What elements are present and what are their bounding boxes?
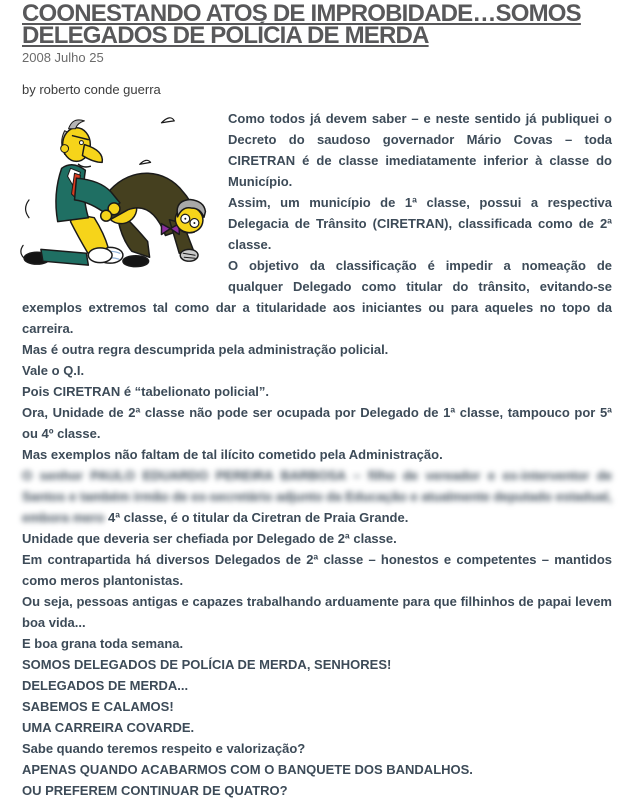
post-title[interactable]: COONESTANDO ATOS DE IMPROBIDADE…SOMOS DELEGADOS DE POLÍCIA DE MERDA bbox=[22, 0, 581, 49]
burns-hair-tuft bbox=[69, 120, 85, 129]
post-paragraph: Como todos já devem saber – e neste sentido já publiquei o Decreto do saudoso governador Mário Covas – toda CIRETRAN é de classe imediatamente inferior à classe do Município. bbox=[228, 111, 612, 189]
post-paragraph: Vale o Q.I. bbox=[22, 363, 85, 378]
smithers-shoe bbox=[123, 256, 149, 267]
burns-shin bbox=[41, 249, 88, 265]
post-paragraph: Assim, um município de 1ª classe, possui a respectiva Delegacia de Trânsito (CIRETRAN), classificada como de 2ª classe. bbox=[228, 195, 612, 252]
burns-ear bbox=[61, 145, 69, 153]
motion-drop bbox=[161, 118, 174, 123]
post-paragraph: DELEGADOS DE MERDA... bbox=[22, 678, 189, 693]
post-paragraph: E boa grana toda semana. bbox=[22, 636, 184, 651]
post-paragraph: APENAS QUANDO ACABARMOS COM O BANQUETE DOS BANDALHOS. bbox=[22, 762, 473, 777]
post-paragraph-censored bbox=[22, 465, 612, 528]
post-date: 2008 Julho 25 bbox=[22, 50, 104, 65]
post-paragraph: Mas é outra regra descumprida pela administração policial. bbox=[22, 342, 389, 357]
post-byline: by roberto conde guerra bbox=[22, 82, 161, 97]
post-paragraph: Em contrapartida há diversos Delegados de 2ª classe – honestos e competentes – mantidos como meros plantonistas. bbox=[22, 552, 612, 588]
burns-smithers-cartoon bbox=[14, 109, 219, 277]
post-paragraph: SABEMOS E CALAMOS! bbox=[22, 699, 174, 714]
post-paragraph: Ou seja, pessoas antigas e capazes trabalhando arduamente para que filhinhos de papai levem boa vida... bbox=[22, 594, 612, 630]
motion-arc bbox=[26, 200, 29, 218]
post-content bbox=[22, 108, 612, 801]
burns-nose bbox=[82, 145, 102, 163]
post-paragraph: Unidade que deveria ser chefiada por Delegado de 2ª classe. bbox=[22, 531, 397, 546]
clear-text: 4ª classe, é o titular da Ciretran de Praia Grande. bbox=[104, 510, 409, 525]
censored-text: O senhor PAULO EDUARDO PEREIRA BARBOSA – filho de vereador e ex-interventor de Santos e também irmão de ex-secretário adjunto da Educação e atualmente deputado estadual, embora mero bbox=[22, 468, 612, 525]
post-paragraph: SOMOS DELEGADOS DE POLÍCIA DE MERDA, SENHORES! bbox=[22, 657, 392, 672]
post-illustration bbox=[14, 109, 219, 277]
burns-underwear bbox=[88, 248, 112, 263]
burns-eye bbox=[79, 141, 83, 145]
post-paragraph: Mas exemplos não faltam de tal ilícito cometido pela Administração. bbox=[22, 447, 443, 462]
post-paragraph: UMA CARREIRA COVARDE. bbox=[22, 720, 195, 735]
post-paragraph: Sabe quando teremos respeito e valorização? bbox=[22, 741, 306, 756]
post-paragraph: OU PREFEREM CONTINUAR DE QUATRO? bbox=[22, 783, 288, 798]
post-paragraph: O objetivo da classificação é impedir a nomeação de qualquer Delegado como titular do trânsito, evitando-se exemplos extremos tal como dar a titularidade aos iniciantes ou para aqueles no topo da carreira. bbox=[22, 258, 612, 336]
post-paragraph: Ora, Unidade de 2ª classe não pode ser ocupada por Delegado de 1ª classe, tampouco por 5ª ou 4º classe. bbox=[22, 405, 612, 441]
post-paragraph: Pois CIRETRAN é “tabelionato policial”. bbox=[22, 384, 270, 399]
